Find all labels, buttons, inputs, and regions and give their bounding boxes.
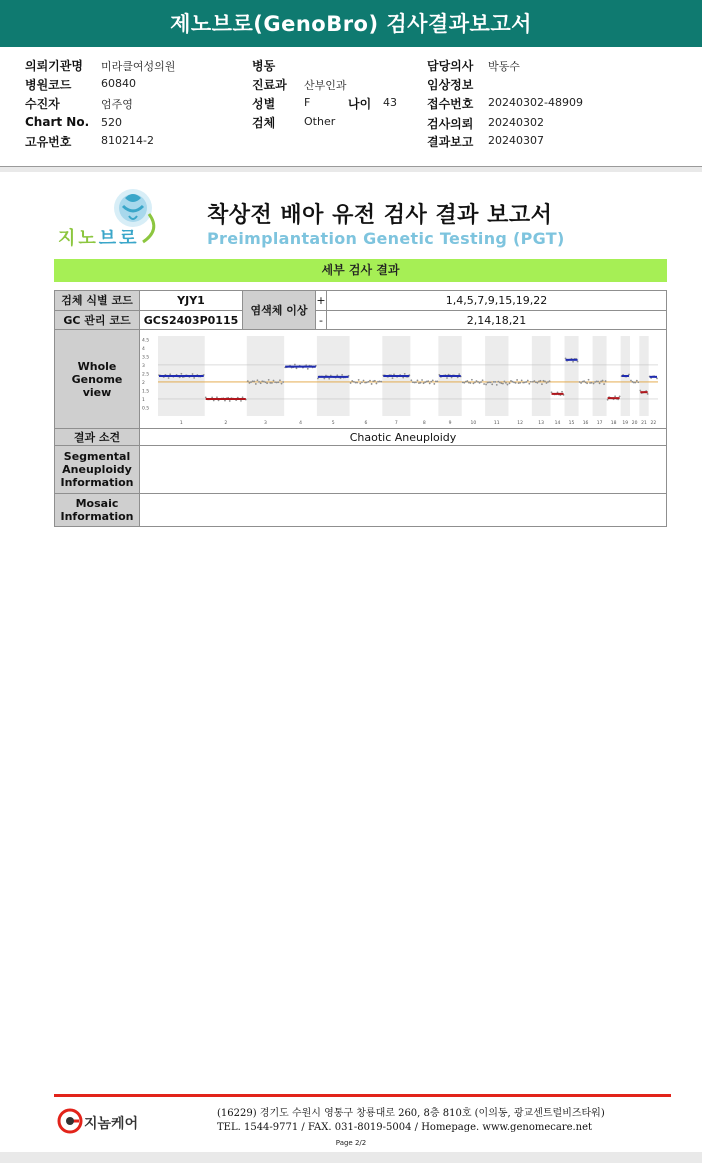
data-point <box>359 382 361 384</box>
data-point <box>263 380 265 382</box>
data-point <box>485 383 487 385</box>
data-point <box>224 399 226 401</box>
data-point <box>361 381 363 383</box>
logo-text-green: 지노 <box>58 228 99 249</box>
data-point <box>505 381 507 383</box>
value-age: 43 <box>383 96 397 109</box>
label-age: 나이 <box>348 97 372 111</box>
data-point <box>269 381 271 383</box>
value-chart-no: 520 <box>101 116 122 129</box>
data-point <box>577 360 579 362</box>
x-tick-label: 1 <box>179 420 183 426</box>
data-point <box>468 381 470 383</box>
data-point <box>229 400 231 402</box>
mosaic-label-line2: Information <box>60 510 134 523</box>
data-point <box>487 381 489 383</box>
data-point <box>279 379 281 381</box>
data-point <box>483 383 485 385</box>
data-point <box>296 367 298 369</box>
data-point <box>536 381 538 383</box>
data-point <box>528 382 530 384</box>
label-hospital-code: 병원코드 <box>25 78 72 92</box>
data-point <box>436 380 438 382</box>
chromosome-band <box>247 336 284 416</box>
data-point <box>258 380 260 382</box>
data-point <box>522 381 524 383</box>
mosaic-label-line1: Mosaic <box>75 497 119 510</box>
value-department: 산부인과 <box>304 79 347 92</box>
label-patient-name: 수진자 <box>25 97 60 111</box>
data-point <box>412 381 414 383</box>
data-point <box>549 380 551 382</box>
data-point <box>519 381 521 383</box>
data-point <box>546 382 548 384</box>
x-tick-label: 17 <box>596 420 603 426</box>
chromosome-abnormality-label: 염색체 이상 <box>243 291 316 330</box>
value-receipt-number: 20240302-48909 <box>488 96 583 109</box>
patient-info-section <box>0 49 702 167</box>
value-test-request: 20240302 <box>488 116 544 129</box>
data-point <box>585 381 587 383</box>
label-department: 진료과 <box>252 78 287 92</box>
value-patient-name: 엄주영 <box>101 98 133 111</box>
y-tick-label: 4.5 <box>142 337 150 343</box>
data-point <box>410 379 412 381</box>
x-tick-label: 13 <box>538 420 545 426</box>
wgv-label-line2: Genome <box>71 372 123 386</box>
footer-contact: TEL. 1544-9771 / FAX. 031-8019-5004 / Homepage. www.genomecare.net <box>217 1122 593 1133</box>
data-point <box>317 377 319 379</box>
data-point <box>530 380 532 382</box>
value-requesting-clinic: 미라클여성의원 <box>101 60 176 73</box>
data-point <box>433 383 435 385</box>
data-point <box>496 383 498 385</box>
data-point <box>350 382 352 384</box>
results-table <box>54 290 667 527</box>
data-point <box>491 383 493 385</box>
mosaic-information-value <box>140 494 667 527</box>
label-requesting-clinic: 의뢰기관명 <box>25 59 83 73</box>
data-point <box>281 382 283 384</box>
data-point <box>533 380 535 382</box>
data-point <box>216 396 218 398</box>
data-point <box>488 381 490 383</box>
data-point <box>525 381 527 383</box>
data-point <box>273 379 275 381</box>
x-tick-label: 5 <box>331 420 335 426</box>
data-point <box>255 383 257 385</box>
x-tick-label: 14 <box>554 420 561 426</box>
data-point <box>274 381 276 383</box>
wgv-label-line1: Whole <box>77 359 117 373</box>
y-tick-label: 1.5 <box>142 388 150 394</box>
data-point <box>636 379 638 381</box>
footer-address-block <box>217 1107 605 1135</box>
genomecare-logo-icon <box>57 1108 83 1134</box>
data-point <box>504 380 506 382</box>
whole-genome-chart <box>140 331 665 428</box>
value-hospital-code: 60840 <box>101 77 136 90</box>
data-point <box>430 380 432 382</box>
label-receipt-number: 접수번호 <box>427 97 474 111</box>
report-title-english: Preimplantation Genetic Testing (PGT) <box>207 229 565 248</box>
x-tick-label: 20 <box>631 420 638 426</box>
footer-address: (16229) 경기도 수원시 영통구 창룡대로 260, 8층 810호 (이의동, 광교센트럴비즈타워) <box>217 1108 605 1119</box>
data-point <box>266 382 268 384</box>
data-point <box>192 373 194 375</box>
label-test-request: 검사의뢰 <box>427 117 474 131</box>
data-point <box>363 379 365 381</box>
data-point <box>458 373 460 375</box>
data-point <box>420 381 422 383</box>
data-point <box>614 395 616 397</box>
data-point <box>513 381 515 383</box>
data-point <box>499 381 501 383</box>
data-point <box>476 380 478 382</box>
data-point <box>328 377 330 379</box>
bottom-gray-strip <box>0 1152 702 1163</box>
y-tick-label: 3 <box>142 363 145 369</box>
y-tick-label: 2 <box>142 380 145 386</box>
data-point <box>435 380 437 382</box>
data-point <box>521 379 523 381</box>
data-point <box>510 380 512 382</box>
data-point <box>634 381 636 383</box>
data-point <box>260 382 262 384</box>
data-point <box>591 381 593 383</box>
data-point <box>294 363 296 365</box>
top-gray-strip <box>0 167 702 172</box>
y-tick-label: 0.5 <box>142 405 150 411</box>
segmental-aneuploidy-value <box>140 446 667 494</box>
data-point <box>253 380 255 382</box>
data-point <box>371 383 373 385</box>
label-ward: 병동 <box>252 59 276 73</box>
x-tick-label: 4 <box>299 420 302 426</box>
label-chart-no: Chart No. <box>25 115 90 129</box>
gc-code-label: GC 관리 코드 <box>55 311 140 330</box>
data-point <box>307 367 309 369</box>
data-point <box>494 380 496 382</box>
report-title-korean: 착상전 배아 유전 검사 결과 보고서 <box>207 203 553 228</box>
data-point <box>250 381 252 383</box>
x-tick-label: 22 <box>650 420 657 426</box>
data-point <box>586 382 588 384</box>
data-point <box>282 381 284 383</box>
data-point <box>356 381 358 383</box>
data-point <box>377 380 379 382</box>
data-point <box>169 373 171 375</box>
data-point <box>515 381 517 383</box>
report-header-title: 제노브로(GenoBro) 검사결과보고서 <box>0 0 702 47</box>
data-point <box>463 381 465 383</box>
x-tick-label: 8 <box>422 420 426 426</box>
logo-text-blue: 브로 <box>98 228 140 249</box>
chromosome-band <box>532 336 551 416</box>
data-point <box>247 380 249 382</box>
data-point <box>500 382 502 384</box>
data-point <box>544 380 546 382</box>
data-point <box>477 380 479 382</box>
data-point <box>364 381 366 383</box>
data-point <box>268 378 270 380</box>
whole-genome-view-label <box>55 330 140 429</box>
data-point <box>502 382 504 384</box>
data-point <box>471 378 473 380</box>
data-point <box>404 372 406 374</box>
footer-red-line <box>54 1094 671 1097</box>
finding-label: 결과 소견 <box>55 429 140 446</box>
data-point <box>277 381 279 383</box>
data-point <box>376 382 378 384</box>
data-point <box>561 390 563 392</box>
x-tick-label: 21 <box>641 420 647 426</box>
label-result-report: 결과보고 <box>427 135 474 149</box>
label-physician: 담당의사 <box>427 59 474 73</box>
page-number: Page 2/2 <box>335 1139 367 1147</box>
value-physician: 박동수 <box>488 60 520 73</box>
data-point <box>597 380 599 382</box>
data-point <box>497 380 499 382</box>
data-point <box>248 382 250 384</box>
data-point <box>180 372 182 374</box>
x-tick-label: 6 <box>364 420 368 426</box>
data-point <box>366 381 368 383</box>
wgv-label-line3: view <box>82 385 112 399</box>
label-clinical-info: 임상정보 <box>427 78 474 92</box>
data-point <box>639 389 641 391</box>
whole-genome-view-cell <box>140 330 667 429</box>
data-point <box>353 380 355 382</box>
data-point <box>341 373 343 375</box>
data-point <box>579 381 581 383</box>
logo-wordmark <box>58 224 140 250</box>
data-point <box>619 395 621 397</box>
x-tick-label: 16 <box>582 420 589 426</box>
data-point <box>351 380 353 382</box>
data-point <box>589 382 591 384</box>
x-tick-label: 12 <box>517 420 524 426</box>
data-point <box>516 379 518 381</box>
chromosome-band <box>485 336 508 416</box>
value-result-report: 20240307 <box>488 134 544 147</box>
data-point <box>358 379 360 381</box>
data-point <box>527 379 529 381</box>
data-point <box>647 393 649 395</box>
finding-value: Chaotic Aneuploidy <box>140 429 667 446</box>
data-point <box>429 382 431 384</box>
data-point <box>605 380 607 382</box>
y-tick-label: 1 <box>142 397 145 403</box>
data-point <box>355 381 357 383</box>
gain-sign: + <box>316 291 327 311</box>
x-tick-label: 9 <box>448 420 452 426</box>
x-tick-label: 7 <box>394 420 398 426</box>
chromosome-band <box>565 336 579 416</box>
data-point <box>423 382 425 384</box>
data-point <box>541 383 543 385</box>
x-tick-label: 2 <box>224 420 228 426</box>
data-point <box>599 382 601 384</box>
x-tick-label: 10 <box>470 420 477 426</box>
data-point <box>418 382 420 384</box>
data-point <box>257 379 259 381</box>
gain-chromosomes: 1,4,5,7,9,15,19,22 <box>327 291 667 311</box>
data-point <box>427 380 429 382</box>
data-point <box>580 382 582 384</box>
data-point <box>372 380 374 382</box>
data-point <box>446 377 448 379</box>
data-point <box>193 377 195 379</box>
data-point <box>603 383 605 385</box>
data-point <box>168 377 170 379</box>
footer-company-name: 지놈케어 <box>84 1116 139 1132</box>
data-point <box>524 381 526 383</box>
data-point <box>630 379 632 381</box>
specimen-code-label: 검체 식별 코드 <box>55 291 140 311</box>
data-point <box>252 380 254 382</box>
data-point <box>265 381 267 383</box>
data-point <box>479 381 481 383</box>
data-point <box>600 380 602 382</box>
data-point <box>424 381 426 383</box>
y-tick-label: 4 <box>142 346 145 352</box>
y-tick-label: 2.5 <box>142 371 150 377</box>
data-point <box>572 360 574 362</box>
x-tick-label: 11 <box>493 420 500 426</box>
data-point <box>417 379 419 381</box>
x-tick-label: 19 <box>622 420 629 426</box>
data-point <box>415 381 417 383</box>
loss-chromosomes: 2,14,18,21 <box>327 311 667 330</box>
data-point <box>583 380 585 382</box>
data-point <box>637 381 639 383</box>
data-point <box>369 379 371 381</box>
data-point <box>602 379 604 381</box>
data-point <box>547 381 549 383</box>
data-point <box>432 379 434 381</box>
chromosome-band <box>593 336 607 416</box>
data-point <box>466 380 468 382</box>
label-sex: 성별 <box>252 97 276 111</box>
y-tick-label: 3.5 <box>142 354 150 360</box>
data-point <box>413 381 415 383</box>
segmental-label-line3: Information <box>60 476 134 489</box>
specimen-code-value: YJY1 <box>140 291 243 311</box>
data-point <box>480 381 482 383</box>
data-point <box>276 381 278 383</box>
x-tick-label: 15 <box>568 420 575 426</box>
data-point <box>462 381 464 383</box>
data-point <box>593 382 595 384</box>
x-tick-label: 18 <box>610 420 617 426</box>
data-point <box>392 377 394 379</box>
segmental-aneuploidy-label <box>55 446 140 494</box>
loss-sign: - <box>316 311 327 330</box>
data-point <box>469 382 471 384</box>
data-point <box>261 380 263 382</box>
data-point <box>474 381 476 383</box>
data-point <box>379 380 381 382</box>
gc-code-value: GCS2403P0115 <box>140 311 243 330</box>
value-unique-id: 810214-2 <box>101 134 154 147</box>
chromosome-band <box>639 336 648 416</box>
detail-results-header: 세부 검사 결과 <box>54 259 667 282</box>
mosaic-information-label <box>55 494 140 527</box>
data-point <box>588 378 590 380</box>
value-specimen: Other <box>304 115 336 128</box>
data-point <box>367 380 369 382</box>
x-tick-label: 3 <box>264 420 267 426</box>
data-point <box>490 381 492 383</box>
data-point <box>509 382 511 384</box>
data-point <box>421 379 423 381</box>
label-specimen: 검체 <box>252 116 276 130</box>
label-unique-id: 고유번호 <box>25 135 72 149</box>
data-point <box>380 380 382 382</box>
data-point <box>518 382 520 384</box>
data-point <box>242 396 244 398</box>
data-point <box>374 379 376 381</box>
data-point <box>507 383 509 385</box>
data-point <box>473 382 475 384</box>
value-sex: F <box>304 96 311 109</box>
data-point <box>426 380 428 382</box>
segmental-label-line1: Segmental <box>63 450 131 463</box>
data-point <box>540 379 542 381</box>
data-point <box>240 399 242 401</box>
data-point <box>271 382 273 384</box>
segmental-label-line2: Aneuploidy <box>62 463 132 476</box>
data-point <box>482 379 484 381</box>
